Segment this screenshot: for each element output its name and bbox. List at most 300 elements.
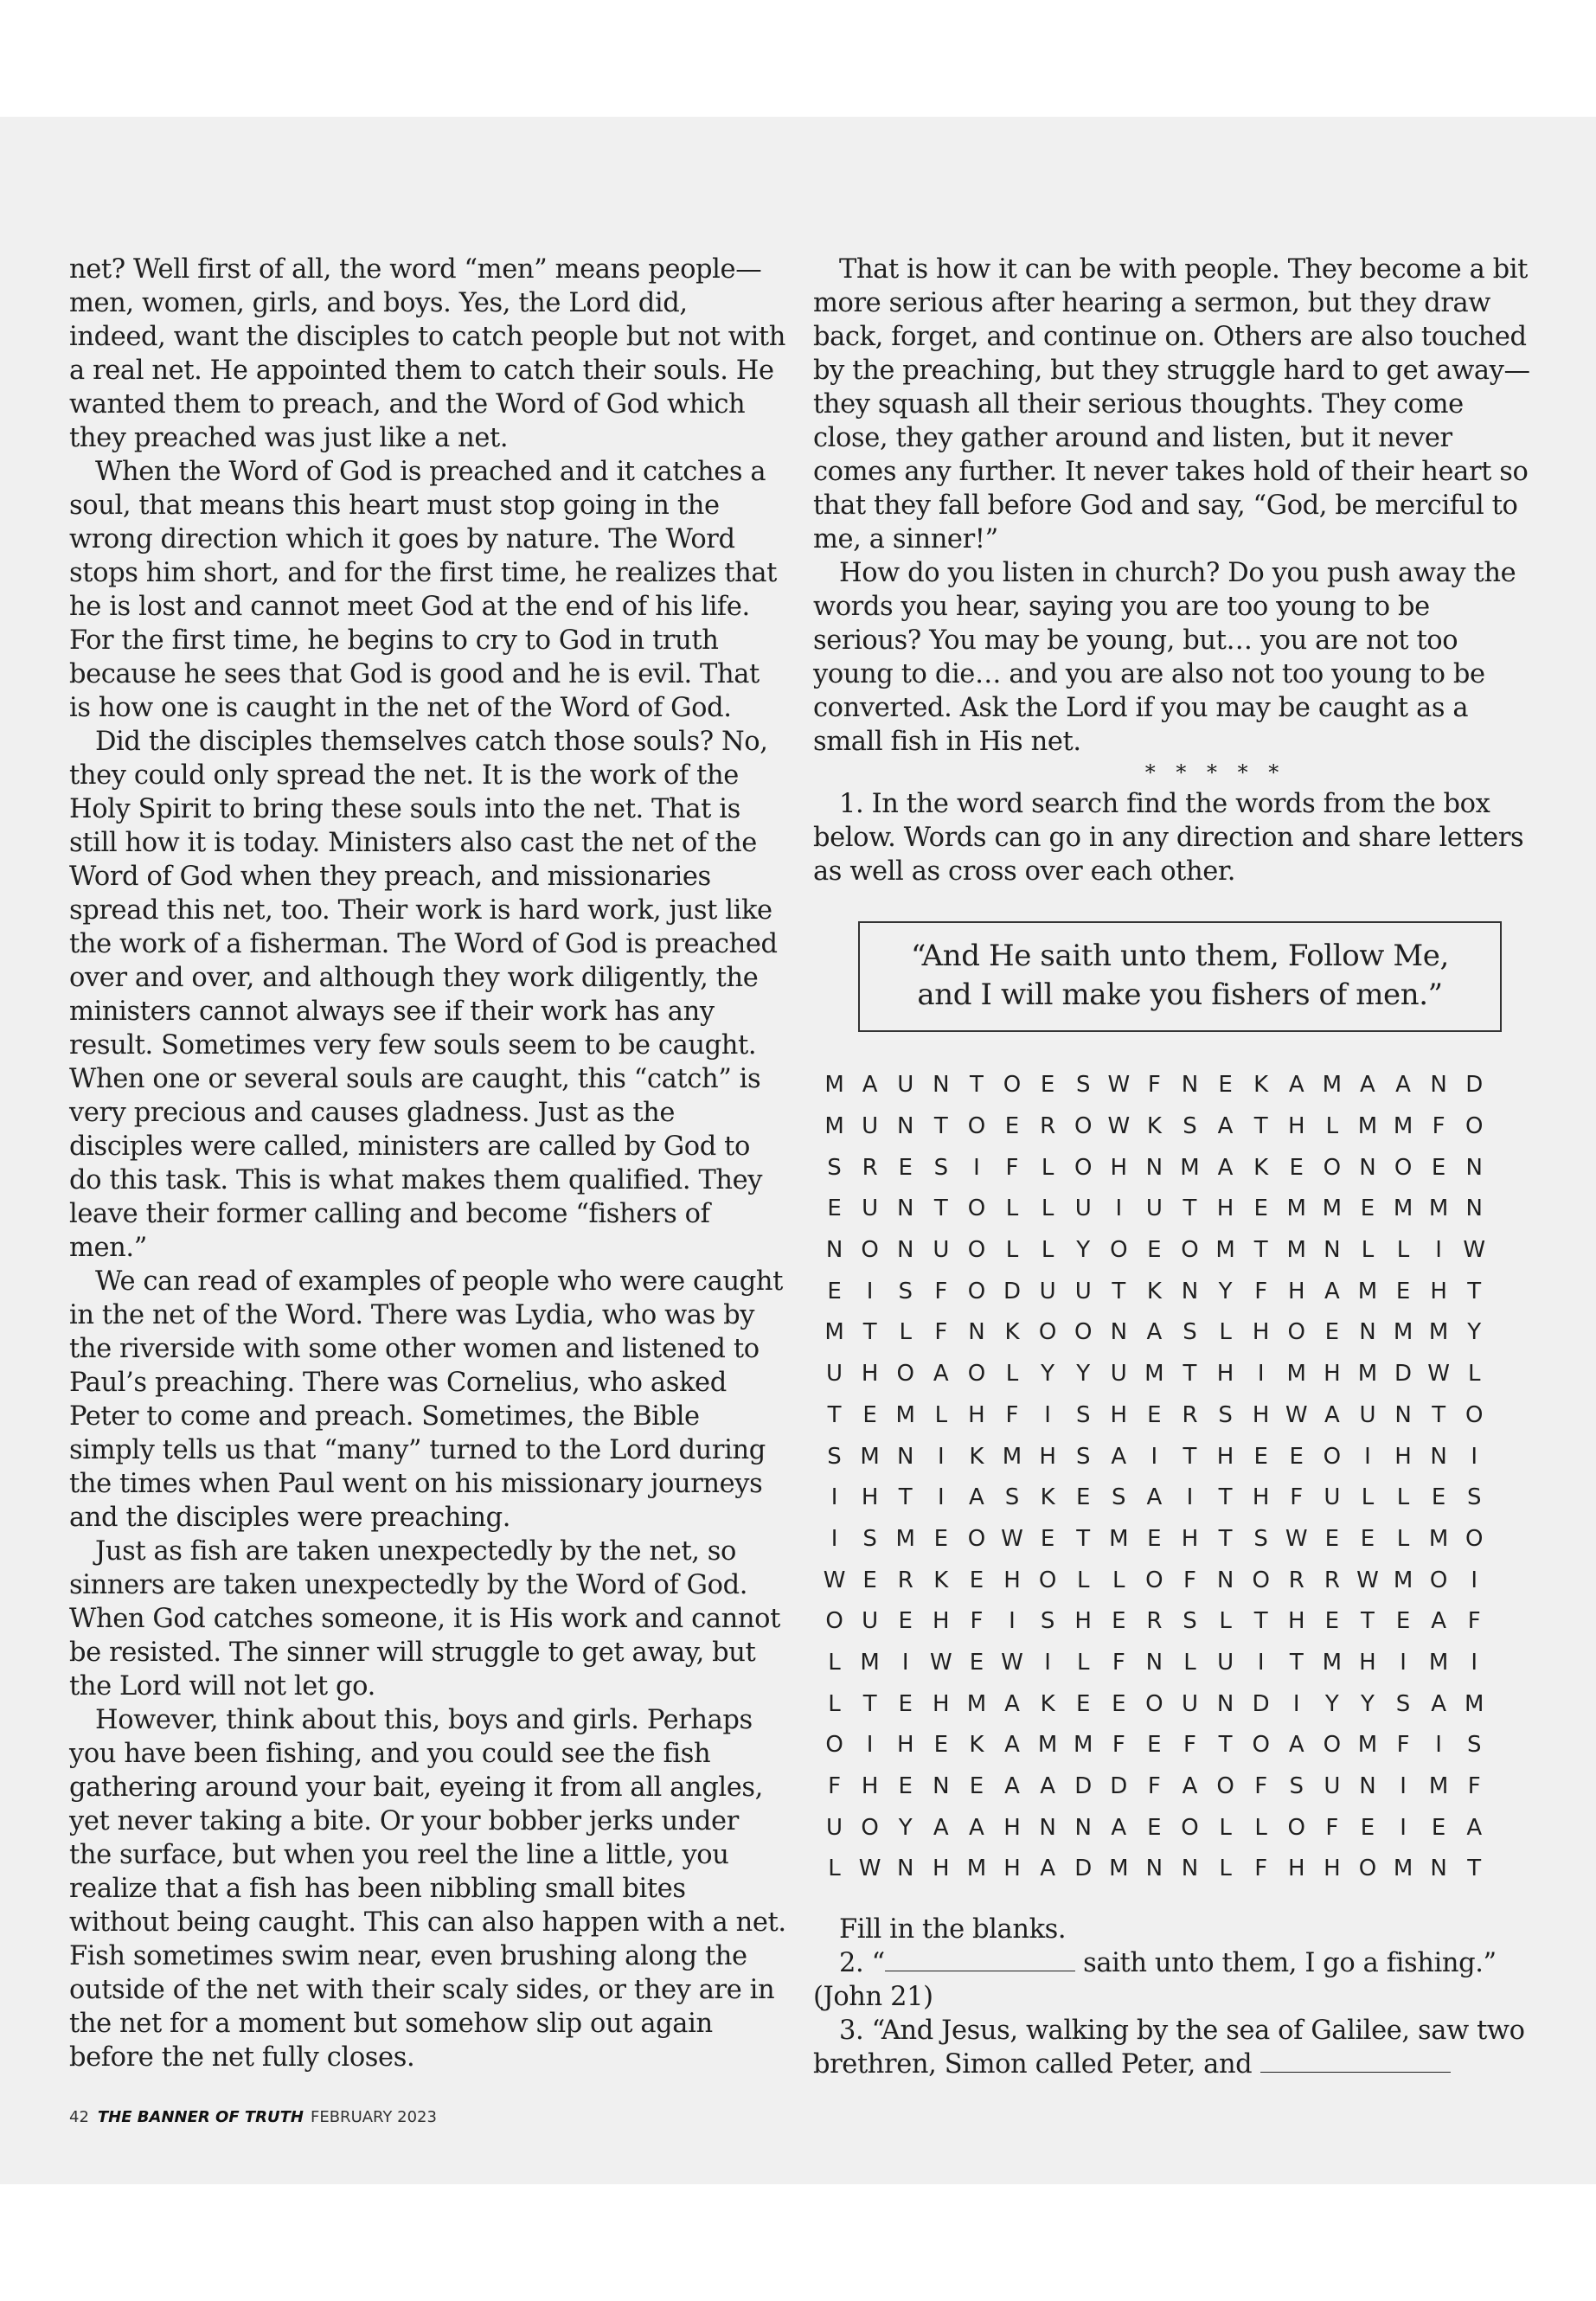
grid-letter[interactable]: A xyxy=(1395,1072,1411,1099)
grid-letter[interactable]: S xyxy=(1218,1401,1233,1428)
grid-letter[interactable]: T xyxy=(1183,1195,1197,1222)
grid-letter[interactable]: M xyxy=(1428,1525,1449,1552)
grid-letter[interactable]: H xyxy=(861,1773,879,1800)
grid-letter[interactable]: E xyxy=(1075,1484,1091,1511)
grid-letter[interactable]: D xyxy=(1252,1690,1270,1717)
grid-letter[interactable]: I xyxy=(973,1154,980,1181)
grid-letter[interactable]: O xyxy=(1394,1154,1413,1181)
grid-letter[interactable]: L xyxy=(1467,1361,1481,1388)
grid-letter[interactable]: U xyxy=(1074,1278,1092,1304)
grid-letter[interactable]: E xyxy=(969,1567,984,1593)
grid-letter[interactable]: E xyxy=(969,1649,984,1676)
grid-letter[interactable]: K xyxy=(1146,1278,1162,1304)
grid-letter[interactable]: O xyxy=(825,1732,843,1759)
grid-letter[interactable]: U xyxy=(897,1072,914,1099)
grid-letter[interactable]: F xyxy=(970,1608,984,1635)
grid-letter[interactable]: A xyxy=(1146,1484,1163,1511)
grid-letter[interactable]: H xyxy=(933,1690,950,1717)
grid-letter[interactable]: F xyxy=(1467,1608,1481,1635)
grid-letter[interactable]: L xyxy=(1325,1113,1339,1140)
grid-letter[interactable]: K xyxy=(969,1732,984,1759)
grid-letter[interactable]: I xyxy=(1364,1443,1371,1470)
grid-letter[interactable]: L xyxy=(1076,1567,1090,1593)
grid-letter[interactable]: E xyxy=(827,1278,842,1304)
grid-letter[interactable]: I xyxy=(1044,1401,1051,1428)
grid-letter[interactable]: E xyxy=(1324,1319,1340,1346)
grid-letter[interactable]: N xyxy=(1216,1567,1234,1593)
grid-letter[interactable]: S xyxy=(827,1154,842,1181)
grid-letter[interactable]: E xyxy=(1395,1278,1411,1304)
grid-letter[interactable]: O xyxy=(896,1361,914,1388)
grid-letter[interactable]: E xyxy=(862,1401,877,1428)
grid-letter[interactable]: H xyxy=(1216,1443,1234,1470)
grid-letter[interactable]: O xyxy=(1465,1113,1484,1140)
grid-letter[interactable]: H xyxy=(1003,1567,1021,1593)
grid-letter[interactable]: U xyxy=(1145,1195,1163,1222)
grid-letter[interactable]: N xyxy=(1359,1154,1376,1181)
grid-letter[interactable]: T xyxy=(969,1072,984,1099)
grid-letter[interactable]: A xyxy=(1146,1319,1163,1346)
grid-letter[interactable]: F xyxy=(934,1278,948,1304)
grid-letter[interactable]: R xyxy=(1182,1401,1198,1428)
grid-letter[interactable]: S xyxy=(1253,1525,1268,1552)
grid-letter[interactable]: E xyxy=(1147,1525,1162,1552)
grid-letter[interactable]: E xyxy=(1147,1814,1162,1841)
grid-letter[interactable]: T xyxy=(1361,1608,1375,1635)
grid-letter[interactable]: I xyxy=(1435,1237,1442,1264)
grid-letter[interactable]: A xyxy=(862,1072,878,1099)
grid-letter[interactable]: F xyxy=(1112,1732,1125,1759)
grid-letter[interactable]: O xyxy=(1181,1237,1199,1264)
grid-letter[interactable]: M xyxy=(860,1443,880,1470)
grid-letter[interactable]: N xyxy=(1465,1195,1483,1222)
grid-letter[interactable]: M xyxy=(1393,1113,1413,1140)
grid-letter[interactable]: N xyxy=(933,1773,950,1800)
grid-letter[interactable]: A xyxy=(933,1361,949,1388)
grid-letter[interactable]: R xyxy=(1040,1113,1056,1140)
grid-letter[interactable]: E xyxy=(933,1732,949,1759)
grid-letter[interactable]: N xyxy=(897,1237,914,1264)
grid-letter[interactable]: O xyxy=(1287,1319,1305,1346)
grid-letter[interactable]: O xyxy=(967,1278,986,1304)
grid-letter[interactable]: E xyxy=(1075,1690,1091,1717)
grid-letter[interactable]: O xyxy=(861,1237,879,1264)
grid-letter[interactable]: F xyxy=(1325,1814,1339,1841)
grid-letter[interactable]: H xyxy=(1287,1113,1305,1140)
grid-letter[interactable]: I xyxy=(866,1732,874,1759)
grid-letter[interactable]: N xyxy=(897,1113,914,1140)
grid-letter[interactable]: H xyxy=(1110,1401,1128,1428)
grid-letter[interactable]: E xyxy=(1147,1732,1162,1759)
grid-letter[interactable]: A xyxy=(1111,1443,1127,1470)
grid-letter[interactable]: A xyxy=(1004,1773,1020,1800)
grid-letter[interactable]: N xyxy=(897,1195,914,1222)
grid-letter[interactable]: M xyxy=(1357,1113,1378,1140)
grid-letter[interactable]: E xyxy=(1324,1525,1340,1552)
grid-letter[interactable]: Y xyxy=(1041,1361,1055,1388)
grid-letter[interactable]: M xyxy=(824,1319,844,1346)
grid-letter[interactable]: N xyxy=(1465,1154,1483,1181)
grid-letter[interactable]: L xyxy=(1254,1814,1267,1841)
grid-letter[interactable]: H xyxy=(968,1401,985,1428)
grid-letter[interactable]: S xyxy=(1004,1484,1020,1511)
grid-letter[interactable]: E xyxy=(1112,1690,1126,1717)
grid-letter[interactable]: E xyxy=(898,1154,913,1181)
grid-letter[interactable]: Y xyxy=(1324,1690,1339,1717)
grid-letter[interactable]: N xyxy=(1359,1319,1376,1346)
grid-letter[interactable]: M xyxy=(1322,1072,1343,1099)
grid-letter[interactable]: E xyxy=(898,1608,913,1635)
grid-letter[interactable]: E xyxy=(1040,1525,1055,1552)
grid-letter[interactable]: T xyxy=(933,1195,948,1222)
grid-letter[interactable]: U xyxy=(1181,1690,1198,1717)
grid-letter[interactable]: H xyxy=(1216,1361,1234,1388)
grid-letter[interactable]: N xyxy=(1216,1690,1234,1717)
grid-letter[interactable]: M xyxy=(1428,1649,1449,1676)
grid-letter[interactable]: L xyxy=(1219,1608,1232,1635)
grid-letter[interactable]: M xyxy=(1286,1361,1306,1388)
grid-letter[interactable]: L xyxy=(1219,1814,1232,1841)
grid-letter[interactable]: I xyxy=(1400,1649,1407,1676)
grid-letter[interactable]: I xyxy=(866,1278,874,1304)
grid-letter[interactable]: H xyxy=(1359,1649,1376,1676)
grid-letter[interactable]: T xyxy=(1253,1237,1268,1264)
grid-letter[interactable]: M xyxy=(1428,1195,1449,1222)
grid-letter[interactable]: W xyxy=(1107,1072,1131,1099)
grid-letter[interactable]: E xyxy=(1040,1072,1055,1099)
grid-letter[interactable]: S xyxy=(862,1525,877,1552)
grid-letter[interactable]: H xyxy=(1324,1361,1341,1388)
grid-letter[interactable]: I xyxy=(1471,1443,1478,1470)
grid-letter[interactable]: R xyxy=(1288,1567,1304,1593)
grid-letter[interactable]: H xyxy=(1252,1401,1270,1428)
grid-letter[interactable]: F xyxy=(1432,1113,1445,1140)
grid-letter[interactable]: I xyxy=(1257,1649,1265,1676)
grid-letter[interactable]: A xyxy=(1004,1690,1020,1717)
grid-letter[interactable]: E xyxy=(1431,1154,1446,1181)
grid-letter[interactable]: R xyxy=(1324,1567,1340,1593)
grid-letter[interactable]: A xyxy=(1040,1856,1055,1882)
grid-letter[interactable]: S xyxy=(1112,1484,1126,1511)
grid-letter[interactable]: S xyxy=(1040,1608,1055,1635)
answer-blank[interactable] xyxy=(885,1946,1075,1971)
grid-letter[interactable]: L xyxy=(1112,1567,1125,1593)
grid-letter[interactable]: N xyxy=(1359,1773,1376,1800)
grid-letter[interactable]: N xyxy=(1430,1443,1447,1470)
grid-letter[interactable]: K xyxy=(1253,1154,1269,1181)
grid-letter[interactable]: N xyxy=(1145,1856,1163,1882)
grid-letter[interactable]: A xyxy=(1324,1401,1340,1428)
grid-letter[interactable]: M xyxy=(1215,1237,1235,1264)
grid-letter[interactable]: A xyxy=(1217,1154,1234,1181)
grid-letter[interactable]: A xyxy=(1431,1690,1447,1717)
grid-letter[interactable]: A xyxy=(1040,1773,1055,1800)
grid-letter[interactable]: L xyxy=(1361,1484,1375,1511)
grid-letter[interactable]: M xyxy=(1180,1154,1200,1181)
grid-letter[interactable]: E xyxy=(1360,1195,1375,1222)
grid-letter[interactable]: I xyxy=(937,1484,945,1511)
grid-letter[interactable]: H xyxy=(1003,1814,1021,1841)
grid-letter[interactable]: O xyxy=(1074,1113,1093,1140)
grid-letter[interactable]: F xyxy=(1254,1773,1268,1800)
grid-letter[interactable]: M xyxy=(1357,1278,1378,1304)
grid-letter[interactable]: S xyxy=(1466,1484,1482,1511)
grid-letter[interactable]: A xyxy=(1431,1608,1447,1635)
grid-letter[interactable]: M xyxy=(1465,1690,1484,1717)
grid-letter[interactable]: H xyxy=(1324,1856,1341,1882)
grid-letter[interactable]: T xyxy=(1183,1443,1197,1470)
grid-letter[interactable]: A xyxy=(1004,1732,1020,1759)
grid-letter[interactable]: U xyxy=(862,1608,879,1635)
grid-letter[interactable]: N xyxy=(1110,1319,1128,1346)
grid-letter[interactable]: H xyxy=(1287,1856,1305,1882)
grid-letter[interactable]: H xyxy=(1039,1443,1056,1470)
grid-letter[interactable]: L xyxy=(1005,1195,1019,1222)
grid-letter[interactable]: O xyxy=(1465,1401,1484,1428)
grid-letter[interactable]: N xyxy=(1074,1814,1092,1841)
grid-letter[interactable]: T xyxy=(1253,1113,1268,1140)
grid-letter[interactable]: O xyxy=(1145,1690,1163,1717)
grid-letter[interactable]: O xyxy=(1323,1154,1342,1181)
grid-letter[interactable]: M xyxy=(1357,1732,1378,1759)
grid-letter[interactable]: Y xyxy=(898,1814,913,1841)
grid-letter[interactable]: L xyxy=(934,1401,948,1428)
grid-letter[interactable]: I xyxy=(1471,1649,1478,1676)
grid-letter[interactable]: U xyxy=(1074,1195,1092,1222)
grid-letter[interactable]: W xyxy=(1285,1401,1308,1428)
grid-letter[interactable]: O xyxy=(1110,1237,1128,1264)
grid-letter[interactable]: T xyxy=(1183,1361,1197,1388)
grid-letter[interactable]: N xyxy=(1181,1072,1199,1099)
grid-letter[interactable]: T xyxy=(1218,1484,1233,1511)
grid-letter[interactable]: W xyxy=(1001,1525,1023,1552)
grid-letter[interactable]: K xyxy=(1040,1484,1055,1511)
grid-letter[interactable]: U xyxy=(862,1195,879,1222)
grid-letter[interactable]: F xyxy=(1467,1773,1481,1800)
grid-letter[interactable]: H xyxy=(1287,1278,1305,1304)
grid-letter[interactable]: L xyxy=(899,1319,912,1346)
grid-letter[interactable]: O xyxy=(1323,1732,1342,1759)
grid-letter[interactable]: D xyxy=(1074,1856,1093,1882)
grid-letter[interactable]: F xyxy=(1290,1484,1304,1511)
grid-letter[interactable]: M xyxy=(860,1649,880,1676)
grid-letter[interactable]: F xyxy=(1254,1278,1268,1304)
grid-letter[interactable]: O xyxy=(1038,1319,1057,1346)
grid-letter[interactable]: F xyxy=(1147,1072,1161,1099)
grid-letter[interactable]: T xyxy=(1112,1278,1126,1304)
grid-letter[interactable]: L xyxy=(1041,1154,1054,1181)
grid-letter[interactable]: I xyxy=(1044,1649,1051,1676)
grid-letter[interactable]: E xyxy=(933,1525,949,1552)
grid-letter[interactable]: H xyxy=(1181,1525,1199,1552)
grid-letter[interactable]: L xyxy=(1005,1361,1019,1388)
grid-letter[interactable]: O xyxy=(967,1237,986,1264)
grid-letter[interactable]: T xyxy=(1289,1649,1304,1676)
grid-letter[interactable]: T xyxy=(1467,1856,1482,1882)
grid-letter[interactable]: F xyxy=(1112,1649,1125,1676)
grid-letter[interactable]: A xyxy=(1182,1773,1198,1800)
grid-letter[interactable]: I xyxy=(1186,1484,1194,1511)
grid-letter[interactable]: K xyxy=(1004,1319,1020,1346)
grid-letter[interactable]: N xyxy=(1430,1072,1447,1099)
grid-letter[interactable]: I xyxy=(1151,1443,1158,1470)
grid-letter[interactable]: S xyxy=(1075,1443,1091,1470)
grid-letter[interactable]: U xyxy=(1039,1278,1056,1304)
grid-letter[interactable]: H xyxy=(861,1484,879,1511)
grid-letter[interactable]: O xyxy=(825,1608,843,1635)
grid-letter[interactable]: N xyxy=(825,1237,843,1264)
grid-letter[interactable]: E xyxy=(1147,1237,1162,1264)
grid-letter[interactable]: H xyxy=(1110,1154,1128,1181)
grid-letter[interactable]: L xyxy=(1183,1649,1196,1676)
grid-letter[interactable]: N xyxy=(1145,1154,1163,1181)
grid-letter[interactable]: T xyxy=(1218,1732,1233,1759)
grid-letter[interactable]: O xyxy=(1038,1567,1057,1593)
grid-letter[interactable]: Y xyxy=(1361,1690,1375,1717)
grid-letter[interactable]: R xyxy=(897,1567,913,1593)
grid-letter[interactable]: S xyxy=(1075,1401,1091,1428)
grid-letter[interactable]: A xyxy=(1111,1814,1127,1841)
grid-letter[interactable]: H xyxy=(896,1732,914,1759)
grid-letter[interactable]: M xyxy=(1393,1319,1413,1346)
grid-letter[interactable]: W xyxy=(1463,1237,1486,1264)
grid-letter[interactable]: U xyxy=(1324,1484,1341,1511)
grid-letter[interactable]: K xyxy=(1253,1072,1269,1099)
grid-letter[interactable]: D xyxy=(1394,1361,1413,1388)
grid-letter[interactable]: H xyxy=(933,1856,950,1882)
grid-letter[interactable]: F xyxy=(1005,1154,1019,1181)
grid-letter[interactable]: A xyxy=(1360,1072,1375,1099)
grid-letter[interactable]: O xyxy=(1181,1814,1199,1841)
grid-letter[interactable]: M xyxy=(824,1072,844,1099)
grid-letter[interactable]: E xyxy=(1395,1608,1411,1635)
grid-letter[interactable]: N xyxy=(1039,1814,1056,1841)
grid-letter[interactable]: E xyxy=(1253,1195,1268,1222)
grid-letter[interactable]: A xyxy=(1324,1278,1340,1304)
grid-letter[interactable]: M xyxy=(895,1401,915,1428)
grid-letter[interactable]: E xyxy=(1253,1443,1268,1470)
grid-letter[interactable]: M xyxy=(1322,1649,1343,1676)
grid-letter[interactable]: D xyxy=(1074,1773,1093,1800)
grid-letter[interactable]: O xyxy=(1358,1856,1377,1882)
grid-letter[interactable]: T xyxy=(862,1319,877,1346)
grid-letter[interactable]: L xyxy=(1396,1484,1410,1511)
grid-letter[interactable]: I xyxy=(1115,1195,1123,1222)
grid-letter[interactable]: O xyxy=(1465,1525,1484,1552)
grid-letter[interactable]: I xyxy=(1400,1814,1407,1841)
grid-letter[interactable]: K xyxy=(933,1567,949,1593)
grid-letter[interactable]: F xyxy=(1183,1732,1196,1759)
grid-letter[interactable]: I xyxy=(901,1649,909,1676)
grid-letter[interactable]: N xyxy=(1324,1237,1341,1264)
grid-letter[interactable]: O xyxy=(1429,1567,1448,1593)
grid-letter[interactable]: M xyxy=(966,1856,987,1882)
grid-letter[interactable]: A xyxy=(1217,1113,1234,1140)
grid-letter[interactable]: D xyxy=(1465,1072,1484,1099)
grid-letter[interactable]: K xyxy=(1040,1690,1055,1717)
grid-letter[interactable]: I xyxy=(830,1484,838,1511)
grid-letter[interactable]: M xyxy=(1357,1361,1378,1388)
grid-letter[interactable]: A xyxy=(969,1814,984,1841)
grid-letter[interactable]: O xyxy=(1216,1773,1234,1800)
grid-letter[interactable]: O xyxy=(1003,1072,1022,1099)
grid-letter[interactable]: U xyxy=(862,1113,879,1140)
grid-letter[interactable]: O xyxy=(1074,1154,1093,1181)
grid-letter[interactable]: H xyxy=(1430,1278,1447,1304)
grid-letter[interactable]: W xyxy=(1107,1113,1131,1140)
grid-letter[interactable]: D xyxy=(1003,1278,1022,1304)
grid-letter[interactable]: F xyxy=(1254,1856,1268,1882)
grid-letter[interactable]: I xyxy=(937,1443,945,1470)
grid-letter[interactable]: O xyxy=(967,1113,986,1140)
grid-letter[interactable]: U xyxy=(1324,1773,1341,1800)
grid-letter[interactable]: H xyxy=(1252,1319,1270,1346)
grid-letter[interactable]: L xyxy=(1361,1237,1375,1264)
grid-letter[interactable]: E xyxy=(1112,1608,1126,1635)
grid-letter[interactable]: S xyxy=(1183,1113,1197,1140)
grid-letter[interactable]: O xyxy=(1287,1814,1305,1841)
grid-letter[interactable]: M xyxy=(1393,1567,1413,1593)
grid-letter[interactable]: A xyxy=(1466,1814,1483,1841)
grid-letter[interactable]: M xyxy=(1109,1525,1129,1552)
grid-letter[interactable]: M xyxy=(1428,1773,1449,1800)
grid-letter[interactable]: N xyxy=(1145,1649,1163,1676)
grid-letter[interactable]: L xyxy=(1396,1237,1410,1264)
grid-letter[interactable]: O xyxy=(1074,1319,1093,1346)
grid-letter[interactable]: O xyxy=(967,1361,986,1388)
grid-letter[interactable]: H xyxy=(1394,1443,1412,1470)
grid-letter[interactable]: T xyxy=(933,1113,948,1140)
grid-letter[interactable]: M xyxy=(824,1113,844,1140)
grid-letter[interactable]: S xyxy=(898,1278,913,1304)
grid-letter[interactable]: U xyxy=(1359,1401,1376,1428)
grid-letter[interactable]: L xyxy=(828,1690,841,1717)
grid-letter[interactable]: W xyxy=(1427,1361,1450,1388)
grid-letter[interactable]: Y xyxy=(1218,1278,1233,1304)
grid-letter[interactable]: W xyxy=(1001,1649,1023,1676)
grid-letter[interactable]: T xyxy=(827,1401,842,1428)
grid-letter[interactable]: T xyxy=(862,1690,877,1717)
grid-letter[interactable]: S xyxy=(933,1154,949,1181)
grid-letter[interactable]: L xyxy=(1041,1237,1054,1264)
grid-letter[interactable]: R xyxy=(1146,1608,1163,1635)
grid-letter[interactable]: W xyxy=(823,1567,846,1593)
grid-letter[interactable]: M xyxy=(1428,1319,1449,1346)
grid-letter[interactable]: I xyxy=(1257,1361,1265,1388)
grid-letter[interactable]: H xyxy=(933,1608,950,1635)
grid-letter[interactable]: F xyxy=(1183,1567,1196,1593)
grid-letter[interactable]: E xyxy=(1289,1154,1304,1181)
grid-letter[interactable]: L xyxy=(1005,1237,1019,1264)
grid-letter[interactable]: F xyxy=(1005,1401,1019,1428)
grid-letter[interactable]: N xyxy=(933,1072,950,1099)
grid-letter[interactable]: M xyxy=(1144,1361,1164,1388)
grid-letter[interactable]: S xyxy=(827,1443,842,1470)
grid-letter[interactable]: N xyxy=(1181,1856,1199,1882)
answer-blank[interactable] xyxy=(1260,2048,1451,2073)
grid-letter[interactable]: O xyxy=(861,1814,879,1841)
grid-letter[interactable]: Y xyxy=(1076,1237,1091,1264)
grid-letter[interactable]: I xyxy=(1292,1690,1300,1717)
grid-letter[interactable]: L xyxy=(1396,1525,1410,1552)
grid-letter[interactable]: E xyxy=(1004,1113,1020,1140)
grid-letter[interactable]: E xyxy=(898,1773,913,1800)
grid-letter[interactable]: O xyxy=(1323,1443,1342,1470)
grid-letter[interactable]: L xyxy=(1219,1319,1232,1346)
grid-letter[interactable]: I xyxy=(1435,1732,1442,1759)
grid-letter[interactable]: N xyxy=(897,1856,914,1882)
grid-letter[interactable]: O xyxy=(1252,1732,1270,1759)
